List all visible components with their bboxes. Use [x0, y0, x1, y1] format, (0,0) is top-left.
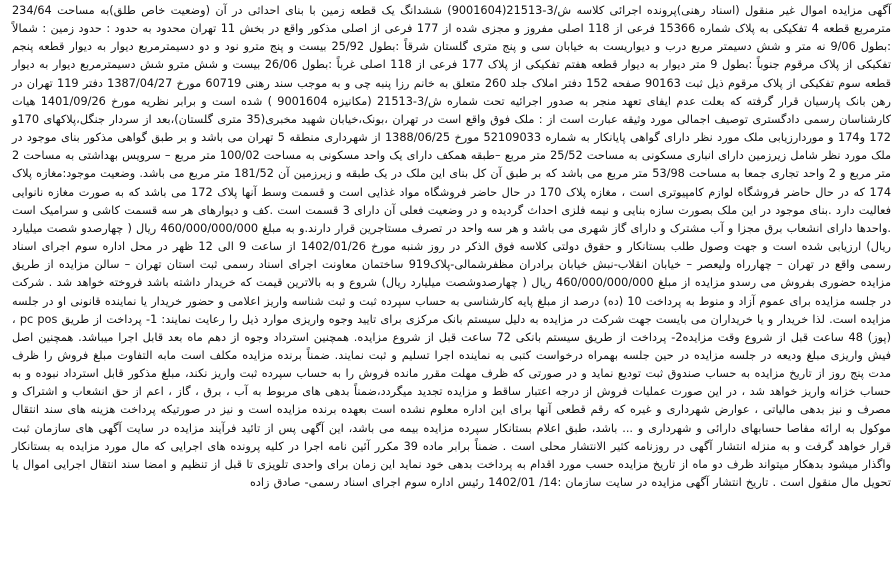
auction-notice-page: [8, 0, 895, 571]
auction-notice-paragraph: آگهی مزایده اموال غیر منقول (اسناد رهنی)پرونده اجرائی کلاسه ش/3-21513(9001604) ششدانگ یک قطعه زمین با بنای احداثی در آن (وضعیت خاص طلق)به مساحت 234/64 مترمربع قطعه 4 تفکیکی به پلاک شماره 15366 فرعی از 118 اصلی مفروز و مجزی شده از 177 فرعی از اصلی مذکور واقع در بخش 11 تهران محدود به حدود : حدود زمین : شمالاً :بطول 9/06 نه متر و شش دسیمتر مربع درب و دیواریست به خیابان سی و پنج متری گلستان شرقاً :بطول 25/92 بیست و پنج مترو نود و دو دسیمترمربع دیوار به دیوار قطعه پنجم تفکیکی از پلاک مرقوم جنوباً :بطول 9 متر دیوار به دیوار قطعه هفتم تفکیکی از پلاک 177 فرعی از 118 اصلی غرباً :بطول 26/06 بیست و شش مترو شش دسیمترمربع دیوار به دیوار قطعه سوم تفکیکی از پلاک مرقوم ذیل ثبت 90163 صفحه 152 دفتر املاک جلد 260 متعلق به خانم رزا پنبه چی و به موجب سند رهنی 60719 مورخ 1387/04/27 دفتر 119 تهران در رهن بانک پارسیان قرار گرفته که بعلت عدم ایفای تعهد منجر به صدور اجرائیه تحت شماره ش/3-21513 (مکانیزه 9001604 ) شده است و برابر نظریه مورخ 1401/09/26 هیات کارشناسان رسمی دادگستری توصیف اجمالی مورد وثیقه عبارت است از : ملک فوق واقع است در تهران ،بونک،خیابان شهید مخبری(35 متری گلستان)،بعد از سردار جنگل،پلاکهای 170و 172 و174 و موردارزیابی ملک مورد نظر دارای گواهی پایانکار به شماره 52109033 مورخ 1388/06/25 از شهرداری منطقه 5 تهران می باشد و بر طبق گواهی مذکور بنای موجود در ملک مورد نظر شامل زیرزمین دارای انباری مسکونی به مساحت 25/52 متر مربع –طبقه همکف دارای یک واحد مسکونی به مساحت 100/02 متر مربع – سرویس بهداشتی به مساحت 2 متر مربع و 2 واحد تجاری جمعا به مساحت 53/98 متر مربع می باشد که بر طبق آن کل بنای این ملک در یک طبقه و زیرزمین آن 181/52 متر مربع می باشد. وضعیت موجود:مغازه پلاک 174 که در حال حاضر فروشگاه لوازم کامپیوتری است ، مغازه پلاک 170 در حال حاضر فروشگاه مواد غذایی است و قسمت وسط آنها پلاک 172 می باشد که به صورت مغازه نانوایی فعالیت دارد .بنای موجود در این ملک بصورت سازه بنایی و نیمه فلزی احداث گردیده و در وضعیت فعلی آن دارای 3 قسمت است .کف و دیوارهای هر سه قسمت کاشی و سرامیک است .واحدها دارای انشعاب برق مجزا و آب مشترک و دارای گاز شهری می باشد و هر سه واحد در تصرف مستاجرین قرار دارند.و به مبلغ 460/000/000/000 ریال ( چهارصدو شصت میلیارد ریال) ارزیابی شده است و جهت وصول طلب بستانکار و حقوق دولتی کلاسه فوق الذکر در روز شنبه مورخ 1402/01/26 از ساعت 9 الی 12 ظهر در محل اداره سوم اجرای اسناد رسمی واقع در تهران – چهارراه ولیعصر – خیابان انقلاب-نبش خیابان برادران مظفرشمالی-پلاک919 ساختمان معاونت اجرای اسناد رسمی ثبت استان تهران – سالن مزایده از طریق مزایده حضوری بفروش می رسدو مزایده از مبلغ 460/000/000/000 ریال ( چهارصدوشصت میلیارد ریال) شروع و به بالاترین قیمت که خریدار داشته باشد فروخته خواهد شد . شرکت در جلسه مزایده برای عموم آزاد و منوط به پرداخت 10 (ده) درصد از مبلغ پایه کارشناسی به حساب سپرده ثبت و ثبت شناسه واریز اعلامی و حضور خریدار یا نماینده قانونی او در جلسه مزایده است. لذا خریدار و یا خریداران می بایست جهت شرکت در مزایده به دلیل سیستم بانک مرکزی برای تایید وجوه واریزی موارد ذیل را رعایت نمایند: 1- پرداخت از طریق pc pos ، (پوز) 48 ساعت قبل از شروع وقت مزایده2- پرداخت از طریق سیستم بانکی 72 ساعت قبل از شروع مزایده. همچنین استرداد وجوه از دهم ماه بعد قابل اجرا میباشد. همچنین اصل فیش واریزی مبلغ ودیعه در جلسه مزایده در حین جلسه بهمراه درخواست کتبی به نماینده اجرا تسلیم و ثبت نمایند. ضمناً برنده مزایده مکلف است مابه التفاوت مبلغ فروش را ظرف مدت پنج روز از تاریخ مزایده به حساب صندوق ثبت تودیع نماید و در صورتی که ظرف مهلت مقرر مانده فروش را به حساب سپرده ثبت واریز نکند، مبلغ مذکور قابل استرداد نبوده و به حساب خزانه واریز خواهد شد ، در این صورت عملیات فروش از درجه اعتبار ساقط و مزایده تجدید میگردد،ضمناً بدهی های مربوط به آب ، برق ، گاز ، اعم از حق انشعاب و اشتراک و مصرف و نیز بدهی مالیاتی ، عوارض شهرداری و غیره که رقم قطعی آنها برای این اداره معلوم نشده است بعهده برنده مزایده است و نیز در صورتیکه پرداخت هزینه های سند انتقال موکول به ارائه مفاصا حسابهای دارائی و شهرداری و ... باشد، طبق اعلام بستانکار سپرده مزایده بیمه می باشد، این آگهی پس از تائید فرآیند مزایده در سایت آگهی های سازمان ثبت قرار خواهد گرفت و به منزله انتشار آگهی در روزنامه کثیر الانتشار محلی است . ضمناً برابر ماده 39 مکرر آئین نامه اجرا در کلیه پرونده های اجرایی که مال مورد مزایده به بستانکار واگذار میشود بدهکار میتواند ظرف دو ماه از تاریخ مزایده حسب مورد اقدام به پرداخت بدهی خود نماید این زمان برای واحدی تلویزی تا قبل از تنظیم و امضا سند انتقال اجرایی اموال یا تحویل مال منقول است . تاریخ انتشار آگهی مزایده در سایت سازمان :14/ 1402/01 رئیس اداره سوم اجرای اسناد رسمی- صادق زاده: [12, 4, 892, 490]
